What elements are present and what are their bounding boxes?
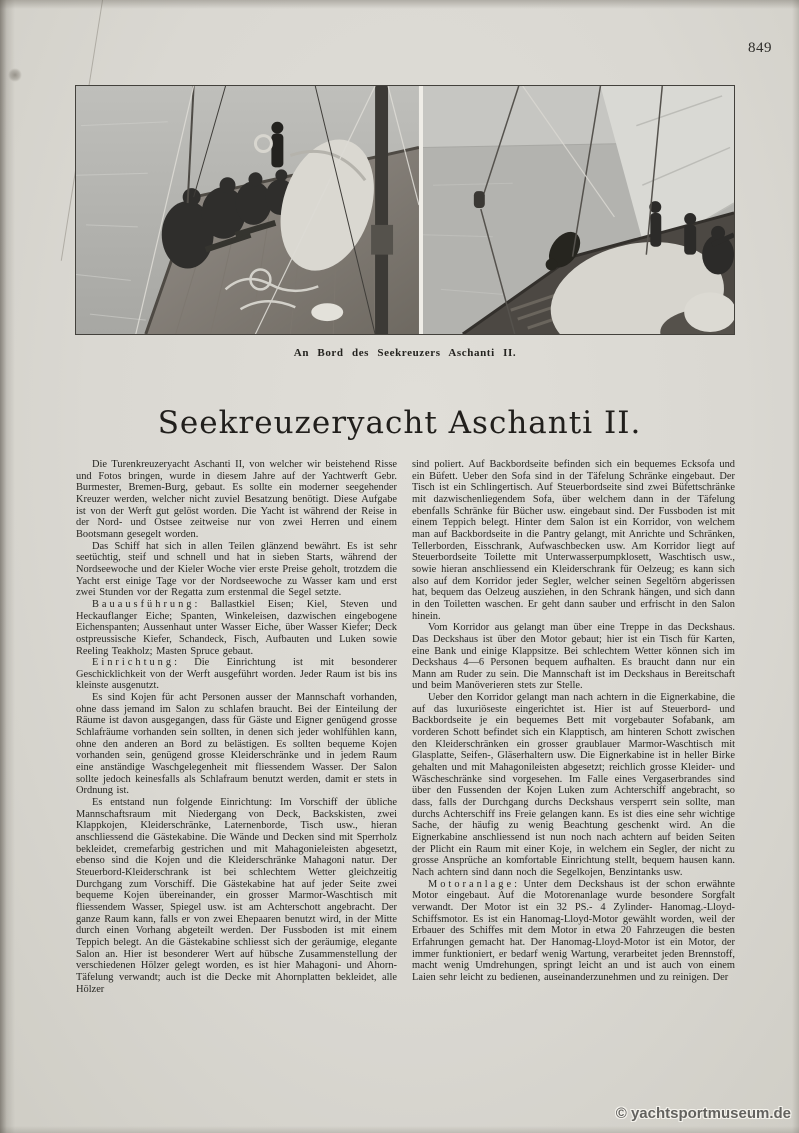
standing-figure	[271, 122, 283, 168]
paragraph: Es entstand nun folgende Einrichtung: Im Vorschiff der übliche Mannschaftsraum mit Niedergang von Deck, Backskisten, zwei Klappkojen, Kleiderschränke, Laternenborde, Tisch usw., hieran anschliessend die Gästekabine. Die Wände und Decken sind mit Sperrholz bekleidet, cremefarbig gestrichen und mit Mahagonieleisten abgesetzt, ebenso sind die Kojen und die Kleiderschränke Mahagoni natur. Der Steuerbord-Kleiderschrank ist bei schlechtem Wetter gleichzeitig Durchgang zum Vorschiff. Die Gästekabine hat auf jeder Seite zwei bequeme Kojen übereinander, ein grosser Marmor-Waschtisch mit fliessendem Wasser, Spiegel usw. ist am Achterschott angebracht. Der ganze Raum kann, falls er von zwei Ehepaaren benutzt wird, in der Mitte durch einen Vorhang abgeteilt werden. Der Fussboden ist mit einem Teppich belegt. An die Gästekabine schliesst sich der geräumige, elegante Salon an. Hier ist besonderer Wert auf hübsche Zusammenstellung der verschiedenen Hölzer gelegt worden, es ist hier Mahagoni- und Ahorn-Täfelung verwandt; auch ist die Decke mit Ahornplatten bekleidet, alle Hölzer	[76, 797, 397, 995]
photo-deck-with-sail	[423, 86, 734, 334]
paragraph: Die Turenkreuzeryacht Aschanti II, von welcher wir beistehend Risse und Fotos bringen, wurde in diesem Jahre auf der Yachtwerft Gebr. Burmester, Bremen-Burg, gebaut. Es sollte ein moderner seegehender Kreuzer werden, welcher nicht zuviel Besatzung benötigt. Diese Aufgabe ist von der Werft gut gelöst worden. Die Yacht ist während der Reise in der Nord- und Ostsee zeitweise nur von zwei Herren und einem Bootsmann gesegelt worden.	[76, 459, 397, 540]
white-clad-figure	[684, 292, 734, 332]
paragraph-text: : Die Einrichtung ist mit besonderer Geschicklichkeit von der Werft ausgeführt worden. Jeder Raum ist bis ins kleinste ausgenutzt.	[76, 657, 397, 692]
mast	[375, 86, 388, 334]
page-number: 849	[748, 40, 772, 56]
watermark: © yachtsportmuseum.de	[615, 1105, 791, 1122]
photo-deck-with-crew	[76, 86, 419, 334]
article-title: Seekreuzeryacht Aschanti II.	[157, 405, 642, 441]
paragraph: sind poliert. Auf Backbordseite befinden sich ein bequemes Ecksofa und ein Büfett. Ueber den Sofa sind in der Täfelung Schränke eingebaut. Der Tisch ist ein Schlingertisch. Auf Steuerbordseite sind zwei Büfettschränke mit dazwischenliegendem Sofa, über welchem dann in der Täfelung ebenfalls Schränke für Bücher usw. eingebaut sind. Der Fussboden ist mit einem Teppich belegt. Hinter dem Salon ist ein Korridor, von welchem man auf Backbordseite in die Pantry gelangt, mit Anrichte und Schränken, Tellerborden, Eisschrank, Aufwaschbecken usw. Am Korridor liegt auf Steuerbordseite Toilette mit Unterwasserpumpklosett, Waschtisch usw., sowie hieran anschliessend ein Kleiderschrank für Oelzeug; es kann sich also auf dem Korridor jeder Segler, welcher seinen Segeltörn abgerissen hat, bequem das Oelzeug ausziehen, in den Schrank hängen, und sich dann in den Toiletten waschen. Er geht dann sauber und erfrischt in den Salon hinein.	[412, 459, 735, 622]
section-heading: Einrichtung	[92, 657, 175, 669]
paragraph-text: : Unter dem Deckshaus ist der schon erwähnte Motor eingebaut. Auf die Motorenanlage wurde besondere Sorgfalt verwandt. Der Motor ist ein 32 PS.- 4 Zylinder- Hanomag.-Lloyd-Schiffsmotor. Es ist ein Hanomag-Lloyd-Motor gewählt worden, weil der Erbauer des Schiffes mit dem Motor in etwa 20 Fahrzeugen die besten Erfahrungen gemacht hat. Der Hanomag-Lloyd-Motor ist ein Motor, der immer funktioniert, er bedarf wenig Wartung, verarbeitet jeden Brennstoff, macht wenig Umdrehungen, springt leicht an und ist auch von einem Laien sehr leicht zu bedienen, auseinanderzunehmen und zu reinigen. Der	[412, 878, 735, 983]
text-column-right	[412, 459, 735, 984]
paper-blemish	[8, 68, 22, 82]
block-tackle	[474, 191, 485, 208]
scan-edge-shadow-bottom	[0, 1126, 799, 1133]
text-column-left	[76, 459, 397, 995]
scan-edge-shadow-left	[0, 0, 15, 1133]
paragraph	[76, 657, 397, 692]
photo-caption: An Bord des Seekreuzers Aschanti II.	[293, 347, 517, 359]
paragraph	[76, 599, 397, 657]
paragraph-text: : Ballastkiel Eisen; Kiel, Steven und Heckauflanger Eiche; Spanten, Winkeleisen, dazwischen eingebogene Eichenspanten; Aussenhaut unter Wasser Eiche, über Wasser Kiefer; Deck ostpreussische Kiefer, Schandeck, Fisch, Aufbauten und Luken sowie Reeling Teakholz; Masten Spruce gebaut.	[76, 598, 397, 657]
section-heading: Motoranlage	[428, 878, 515, 890]
photo-pair-frame	[75, 85, 735, 335]
section-heading: Bauausführung	[92, 598, 195, 610]
paragraph: Es sind Kojen für acht Personen ausser der Mannschaft vorhanden, ohne dass jemand im Salon zu schlafen braucht. Bei der Einteilung der Räume ist davon ausgegangen, dass für Gäste und Eigner genügend grosse Schlafräume vorhanden sein sollten, in denen sich jeder wohlfühlen kann, ohne den anderen an Bord zu belästigen. Es sollten bequeme Kojen vorhanden sein, genügend grosse Kleiderschränke und in jedem Raum eine anständige Waschgelegenheit mit fliessendem Wasser. Der Salon sollte jedoch keinesfalls als Schlafraum benutzt werden, damit er stets in Ordnung ist.	[76, 692, 397, 797]
scan-edge-shadow-right	[792, 0, 799, 1133]
paragraph: Vom Korridor aus gelangt man über eine Treppe in das Deckshaus. Das Deckshaus ist über den Motor gebaut; hier ist ein Tisch für Karten, eine Bank und einige Klappsitze. Bei schlechtem Wetter können sich im Deckshaus 4—6 Personen bequem aufhalten. Es braucht dann nur ein Mann am Ruder zu sein. Die Mannschaft ist im Deckshaus in Bereitschaft und beim Manöverieren stets zur Stelle.	[412, 622, 735, 692]
scan-edge-shadow-top	[0, 0, 799, 9]
paragraph: Das Schiff hat sich in allen Teilen glänzend bewährt. Es ist sehr seetüchtig, steif und schnell und hat in sieben Starts, während der Nordseewoche und der Kieler Woche vier erste Preise geholt, trotzdem die Yacht erst einige Tage vor der Nordseewoche zu Wasser kam und erst zwei Stunden vor der Regatta zum erstenmal die Segel setzte.	[76, 540, 397, 599]
paragraph	[412, 879, 735, 984]
paragraph: Ueber den Korridor gelangt man nach achtern in die Eignerkabine, die auf das luxuriöseste eingerichtet ist. Hier ist auf Steuerbord- und Backbordseite je ein bequemes Bett mit vorgebauter Sofabank, am vorderen Schott befindet sich ein Klapptisch, am hinteren Schott zwischen den Kleiderschränken ein grosser graublauer Marmor-Waschtisch mit Glasplatte, Seifen-, Gläserhaltern usw. Die Eignerkabine ist in heller Birke gehalten und mit Mahagonileisten abgesetzt; reichlich grosse Kleider- und Wäscheschränke sind vorgesehen. Im Falle eines Vergaserbrandes sind über den Fussenden der Kojen Luken zum Achterschiff angebracht, so dass, falls der Durchgang durchs Deckshaus versperrt sein sollte, man durchs Achterschiff ins Freie gelangen kann. Es ist dies eine sehr wichtige Sache, der häufig zu wenig Beachtung geschenkt wird. An die Eignerkabine anschliessend ist nun noch nach achtern auf beiden Seiten der Plicht ein Raum mit einer Koje, in welchem ein Segler, der nicht zu grosse Ansprüche an komfortable Einrichtung stellt, bequem hausen kann. Nach achtern sind dann noch die Segelkojen, Benzintanks usw.	[412, 692, 735, 878]
